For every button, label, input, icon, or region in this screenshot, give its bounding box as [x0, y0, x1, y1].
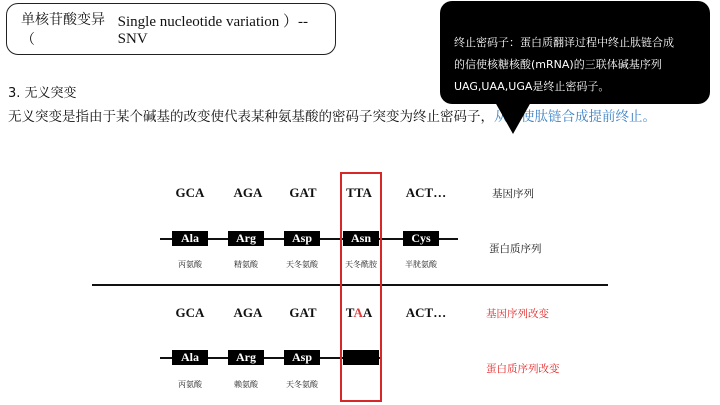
amino-acid-box: Asp	[284, 231, 320, 246]
base: T	[345, 305, 354, 320]
base: A	[362, 305, 373, 320]
codon: GCA	[175, 305, 205, 320]
amino-acid-box: Cys	[403, 231, 439, 246]
amino-acid-name: 天冬酰胺	[345, 260, 377, 269]
callout-line: 终止密码子：蛋白质翻译过程中终止肽链合成	[454, 36, 674, 49]
title-box	[6, 3, 336, 55]
mutated-base: A	[353, 305, 363, 320]
stop-codon-callout	[440, 1, 710, 104]
callout-tail	[495, 102, 531, 134]
gene-sequence-label: 基因序列	[492, 188, 534, 200]
amino-acid-name: 丙氨酸	[178, 380, 202, 389]
callout-line: 的信使核糖核酸(mRNA)的三联体碱基序列	[454, 58, 662, 71]
codon: GAT	[289, 185, 317, 200]
amino-acid-box: Arg	[228, 350, 264, 365]
mutation-highlight-frame	[340, 172, 382, 402]
callout-line: UAG,UAA,UGA是终止密码子。	[454, 80, 610, 93]
codon: ACT…	[405, 185, 447, 200]
amino-acid-name: 精氨酸	[234, 260, 258, 269]
codon: GCA	[175, 185, 205, 200]
protein-sequence-label: 蛋白质序列	[489, 243, 542, 255]
codon-target: TTA	[346, 185, 372, 200]
definition-text	[8, 105, 656, 125]
codon: AGA	[233, 305, 263, 320]
amino-acid-name: 天冬氨酸	[286, 380, 318, 389]
amino-acid-name: 赖氨酸	[234, 380, 258, 389]
gene-sequence-changed-label: 基因序列改变	[486, 308, 549, 320]
codon: GAT	[289, 305, 317, 320]
amino-acid-name: 丙氨酸	[178, 260, 202, 269]
amino-acid-box: Ala	[172, 231, 208, 246]
amino-acid-name: 半胱氨酸	[405, 260, 437, 269]
section-heading: 3. 无义突变	[8, 86, 77, 101]
amino-acid-box: Ala	[172, 350, 208, 365]
title-cn: 单核苷酸变异（	[21, 12, 105, 48]
codon: AGA	[233, 185, 263, 200]
codon: ACT…	[405, 305, 447, 320]
amino-acid-box: Arg	[228, 231, 264, 246]
definition-main: 无义突变是指由于某个碱基的改变使代表某种氨基酸的密码子突变为终止密码子，	[8, 109, 494, 125]
title-en: Single nucleotide variation ）--SNV	[117, 14, 309, 47]
amino-acid-name: 天冬氨酸	[286, 260, 318, 269]
protein-sequence-changed-label: 蛋白质序列改变	[486, 363, 560, 375]
amino-acid-box: Asp	[284, 350, 320, 365]
definition-tail: 从而使肽链合成提前终止。	[494, 109, 656, 125]
amino-acid-box: Asn	[343, 231, 379, 246]
